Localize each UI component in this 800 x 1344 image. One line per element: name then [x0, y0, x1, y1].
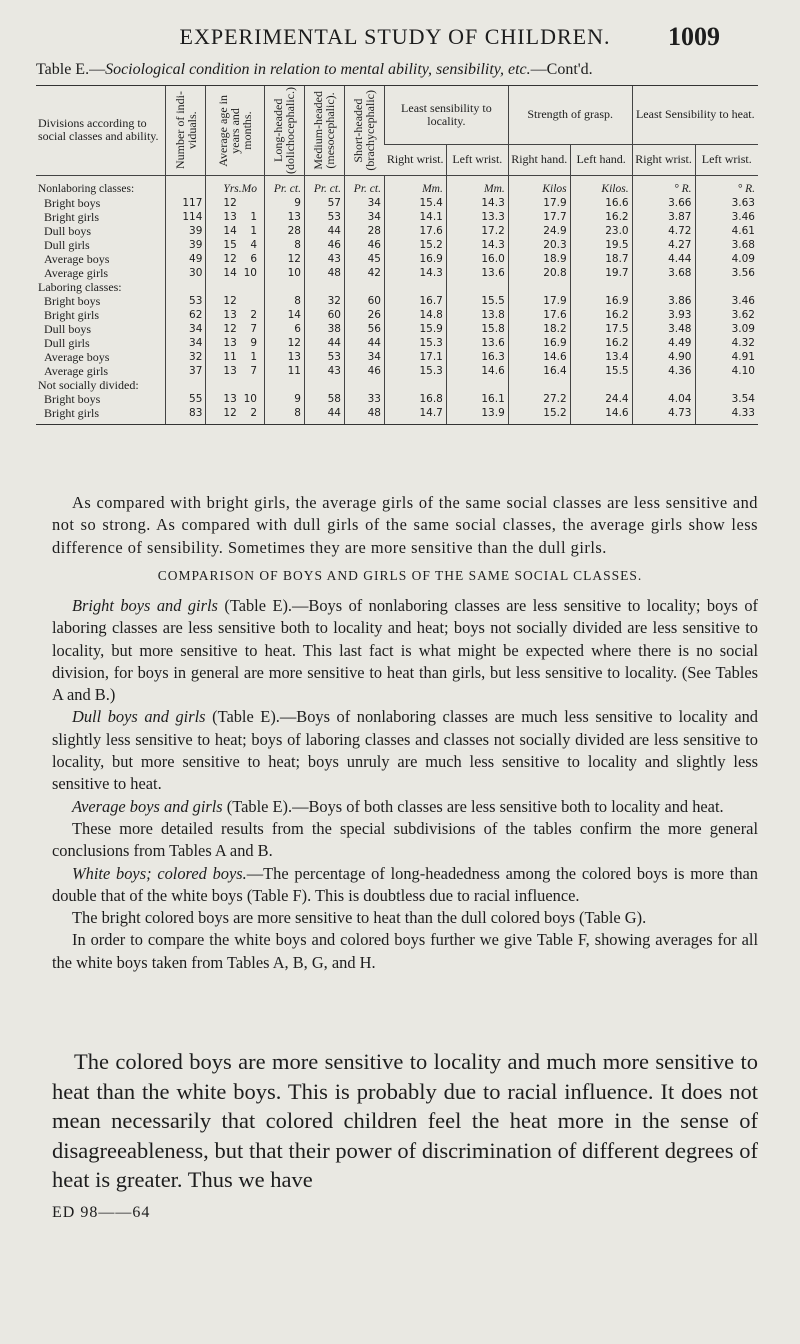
cell-months: 10 [243, 392, 257, 405]
table-caption [36, 61, 593, 79]
cell-hr: 3.86 [632, 294, 695, 308]
row-label: Dull boys [44, 321, 92, 336]
cell-months: 4 [250, 238, 257, 251]
unit-months: Mo [241, 182, 257, 195]
cell-short: 46 [344, 364, 384, 378]
cell-long: 12 [265, 336, 305, 350]
cell-age [206, 210, 265, 224]
unit-heat-left: ° R. [695, 175, 758, 196]
cell-gr: 15.2 [508, 406, 570, 425]
cell-long: 8 [265, 238, 305, 252]
cell-short: 48 [344, 406, 384, 425]
cell-years: 12 [223, 252, 237, 265]
cell-n: 34 [166, 336, 206, 350]
cell-n: 62 [166, 308, 206, 322]
cell-med: 38 [304, 322, 344, 336]
cell-months: 1 [250, 350, 257, 363]
cell-hl: 3.62 [695, 308, 758, 322]
cell-months: 9 [250, 336, 257, 349]
cell-hl: 3.46 [695, 294, 758, 308]
table-row [36, 350, 758, 364]
cell-hr: 4.44 [632, 252, 695, 266]
cell-long: 6 [265, 322, 305, 336]
unit-long: Pr. ct. [265, 175, 305, 196]
header-divisions: Divisions according to social classes and ability. [36, 86, 166, 176]
cell-gl: 24.4 [570, 392, 632, 406]
cell-gr: 24.9 [508, 224, 570, 238]
cell-long: 11 [265, 364, 305, 378]
cell-age [206, 238, 265, 252]
cell-short: 28 [344, 224, 384, 238]
cell-ll: 13.3 [446, 210, 508, 224]
cell-lr: 15.3 [384, 336, 446, 350]
header-heat: Least Sensibility to heat. [632, 86, 758, 145]
cell-months: 2 [250, 308, 257, 321]
group-row [36, 280, 758, 294]
cell-hr: 4.36 [632, 364, 695, 378]
cell-hl: 4.33 [695, 406, 758, 425]
header-locality-right: Right wrist. [384, 144, 446, 175]
cell-gl: 19.7 [570, 266, 632, 280]
section-heading: COMPARISON OF BOYS AND GIRLS OF THE SAME SOCIAL CLASSES. [157, 568, 643, 583]
cell-hr: 3.48 [632, 322, 695, 336]
cell-long: 13 [265, 210, 305, 224]
cell-lr: 16.9 [384, 252, 446, 266]
cell-n: 32 [166, 350, 206, 364]
cell-hl: 3.63 [695, 196, 758, 210]
cell-years: 13 [223, 392, 237, 405]
paragraph-bright-colored: The bright colored boys are more sensitive to heat than the dull colored boys (Table G). [72, 908, 647, 928]
paragraph-1: As compared with bright girls, the average girls of the same social classes are less sensitive and not so strong. As compared with dull girls of the same social classes, the average girls show less difference of sensibility. Sometimes they are more sensitive than the dull girls. [52, 493, 758, 557]
cell-long: 13 [265, 350, 305, 364]
row-label: Average girls [44, 265, 109, 280]
cell-lr: 15.9 [384, 322, 446, 336]
cell-lr: 14.1 [384, 210, 446, 224]
cell-gr: 20.3 [508, 238, 570, 252]
cell-gl: 14.6 [570, 406, 632, 425]
unit-years: Yrs. [223, 182, 242, 195]
table-row [36, 392, 758, 406]
cell-hr: 4.27 [632, 238, 695, 252]
cell-years: 12 [223, 406, 237, 419]
cell-long: 8 [265, 406, 305, 425]
cell-lr: 14.8 [384, 308, 446, 322]
header-age: Average age in years and months. [206, 86, 265, 176]
cell-med: 48 [304, 266, 344, 280]
cell-lr: 15.2 [384, 238, 446, 252]
table-row [36, 308, 758, 322]
page-number: 1009 [668, 22, 720, 51]
cell-ll: 13.6 [446, 336, 508, 350]
cell-long: 28 [265, 224, 305, 238]
row-label: Dull boys [44, 223, 92, 238]
cell-n: 55 [166, 392, 206, 406]
cell-short: 33 [344, 392, 384, 406]
cell-months: 7 [250, 322, 257, 335]
cell-age [206, 322, 265, 336]
cell-years: 12 [223, 322, 237, 335]
cell-ll: 14.6 [446, 364, 508, 378]
cell-gr: 18.9 [508, 252, 570, 266]
cell-hr: 4.90 [632, 350, 695, 364]
cell-hl: 3.56 [695, 266, 758, 280]
cell-short: 42 [344, 266, 384, 280]
cell-n: 49 [166, 252, 206, 266]
cell-med: 53 [304, 350, 344, 364]
cell-lr: 16.7 [384, 294, 446, 308]
unit-short: Pr. ct. [344, 175, 384, 196]
paragraph-confirm: These more detailed results from the special subdivisions of the tables confirm the more general conclusions from Tables A and B. [52, 818, 758, 861]
table-row [36, 238, 758, 252]
cell-hr: 3.66 [632, 196, 695, 210]
cell-age [206, 252, 265, 266]
cell-n: 117 [166, 196, 206, 210]
cell-med: 44 [304, 224, 344, 238]
cell-med: 43 [304, 252, 344, 266]
cell-hr: 3.93 [632, 308, 695, 322]
table-row [36, 336, 758, 350]
cell-months: 7 [250, 364, 257, 377]
cell-n: 37 [166, 364, 206, 378]
row-label: Bright girls [44, 209, 100, 224]
cell-hl: 3.46 [695, 210, 758, 224]
cell-age [206, 224, 265, 238]
cell-lr: 16.8 [384, 392, 446, 406]
table-row [36, 406, 758, 425]
cell-gl: 16.6 [570, 196, 632, 210]
cell-age [206, 406, 265, 425]
header-heat-right: Right wrist. [632, 144, 695, 175]
table-body [36, 175, 758, 424]
cell-gr: 14.6 [508, 350, 570, 364]
paragraph-bright: Bright boys and girls (Table E).—Boys of nonlaboring classes are less sensitive to locality; boys of laboring classes are less sensitive both to locality and heat; boys not socially divided are less sensitive to locality, but more sensitive to heat. This last fact is what might be expected where there is no social division, for boys in general are more sensitive to heat than girls, but less sensitive to locality. (See Tables A and B.) [52, 596, 759, 705]
cell-years: 12 [223, 294, 237, 307]
cell-ll: 17.2 [446, 224, 508, 238]
header-locality: Least sensibility to locality. [384, 86, 508, 145]
unit-heat-right: ° R. [632, 175, 695, 196]
cell-gr: 17.6 [508, 308, 570, 322]
cell-med: 44 [304, 336, 344, 350]
cell-gl: 16.2 [570, 210, 632, 224]
row-label: Average boys [44, 251, 110, 266]
cell-n: 83 [166, 406, 206, 425]
cell-ll: 16.1 [446, 392, 508, 406]
cell-gl: 15.5 [570, 364, 632, 378]
cell-ll: 15.8 [446, 322, 508, 336]
cell-gr: 16.4 [508, 364, 570, 378]
body-text [52, 595, 758, 974]
group-row [36, 378, 758, 392]
row-label: Dull girls [44, 237, 90, 252]
table-row [36, 196, 758, 210]
caption-title: Sociological condition in relation to mental ability, sensibility, etc. [105, 61, 531, 78]
cell-lr: 14.7 [384, 406, 446, 425]
cell-years: 14 [223, 266, 237, 279]
header-short-headed: Short-headed (brachycephalic) [344, 86, 384, 176]
cell-gr: 17.9 [508, 196, 570, 210]
cell-years: 13 [223, 210, 237, 223]
row-label: Bright boys [44, 391, 101, 406]
running-header [70, 24, 720, 54]
unit-loc-right: Mm. [384, 175, 446, 196]
table-row [36, 266, 758, 280]
data-table [36, 85, 758, 425]
table-row [36, 322, 758, 336]
header-number: Number of indi- viduals. [166, 86, 206, 176]
cell-years: 11 [223, 350, 237, 363]
cell-med: 60 [304, 308, 344, 322]
cell-hr: 4.73 [632, 406, 695, 425]
paragraph-average: Average boys and girls (Table E).—Boys of both classes are less sensitive both to locality and heat. [72, 796, 724, 816]
caption-suffix: —Cont'd. [530, 61, 593, 78]
cell-short: 44 [344, 336, 384, 350]
cell-years: 12 [223, 196, 237, 209]
running-title: EXPERIMENTAL STUDY OF CHILDREN. [179, 24, 611, 49]
cell-months: 2 [250, 406, 257, 419]
cell-short: 26 [344, 308, 384, 322]
table-row [36, 224, 758, 238]
table-row [36, 252, 758, 266]
cell-short: 34 [344, 210, 384, 224]
cell-hl: 4.61 [695, 224, 758, 238]
header-grasp: Strength of grasp. [508, 86, 632, 145]
cell-short: 34 [344, 350, 384, 364]
cell-long: 10 [265, 266, 305, 280]
cell-age [206, 392, 265, 406]
cell-hr: 4.04 [632, 392, 695, 406]
cell-years: 13 [223, 308, 237, 321]
row-label: Bright boys [44, 195, 101, 210]
cell-n: 30 [166, 266, 206, 280]
cell-age [206, 196, 265, 210]
cell-lr: 17.1 [384, 350, 446, 364]
signature-line: ED 98——64 [52, 1204, 151, 1221]
cell-hl: 3.09 [695, 322, 758, 336]
cell-hr: 4.49 [632, 336, 695, 350]
header-medium-headed: Medium-headed (mesocephalic). [304, 86, 344, 176]
cell-med: 32 [304, 294, 344, 308]
cell-gl: 16.2 [570, 336, 632, 350]
cell-age [206, 350, 265, 364]
cell-med: 44 [304, 406, 344, 425]
cell-ll: 16.3 [446, 350, 508, 364]
cell-ll: 13.8 [446, 308, 508, 322]
cell-months: 1 [250, 210, 257, 223]
unit-grasp-left: Kilos. [570, 175, 632, 196]
row-label: Bright girls [44, 307, 100, 322]
units-row [36, 175, 758, 196]
cell-long: 9 [265, 196, 305, 210]
paragraph-compare: In order to compare the white boys and colored boys further we give Table F, showing averages for all the white boys taken from Tables A, B, G, and H. [52, 930, 758, 972]
cell-ll: 16.0 [446, 252, 508, 266]
large-text-block: The colored boys are more sensitive to locality and much more sensitive to heat than the white boys. This is probably due to racial influence. It does not mean necessarily that colored children feel the heat more in the sense of disagreeableness, but that their power of discrimination of different degrees of heat is greater. Thus we have [52, 1049, 758, 1192]
cell-n: 34 [166, 322, 206, 336]
cell-hr: 3.87 [632, 210, 695, 224]
caption-label: Table E.— [36, 61, 106, 78]
cell-months: 1 [250, 224, 257, 237]
table-row [36, 294, 758, 308]
cell-gr: 16.9 [508, 336, 570, 350]
cell-months: 6 [250, 252, 257, 265]
cell-years: 13 [223, 336, 237, 349]
cell-med: 58 [304, 392, 344, 406]
cell-long: 9 [265, 392, 305, 406]
cell-hl: 4.32 [695, 336, 758, 350]
cell-ll: 13.9 [446, 406, 508, 425]
header-long-headed: Long-headed (dolichocephalic.) [265, 86, 305, 176]
cell-gr: 18.2 [508, 322, 570, 336]
header-heat-left: Left wrist. [695, 144, 758, 175]
cell-short: 45 [344, 252, 384, 266]
cell-gl: 16.9 [570, 294, 632, 308]
unit-loc-left: Mm. [446, 175, 508, 196]
unit-medium: Pr. ct. [304, 175, 344, 196]
cell-long: 8 [265, 294, 305, 308]
cell-n: 39 [166, 224, 206, 238]
row-label: Bright girls [36, 406, 166, 425]
cell-gl: 19.5 [570, 238, 632, 252]
cell-ll: 14.3 [446, 196, 508, 210]
paragraph-dull: Dull boys and girls (Table E).—Boys of nonlaboring classes are much less sensitive to locality and slightly less sensitive to heat; boys of laboring classes and classes not socially divided are less sensitive to locality, but more sensitive to heat; boys unruly are much less sensitive to locality and slightly less sensitive to heat. [52, 707, 758, 794]
cell-med: 43 [304, 364, 344, 378]
cell-gl: 16.2 [570, 308, 632, 322]
cell-ll: 13.6 [446, 266, 508, 280]
unit-grasp-right: Kilos [508, 175, 570, 196]
cell-age [206, 364, 265, 378]
cell-short: 46 [344, 238, 384, 252]
row-label: Average boys [44, 349, 110, 364]
header-locality-left: Left wrist. [446, 144, 508, 175]
cell-med: 57 [304, 196, 344, 210]
group-label: Laboring classes: [38, 279, 122, 294]
cell-gr: 27.2 [508, 392, 570, 406]
cell-hr: 3.68 [632, 266, 695, 280]
table-row [36, 210, 758, 224]
cell-n: 114 [166, 210, 206, 224]
table-row [36, 364, 758, 378]
cell-n: 53 [166, 294, 206, 308]
cell-age [206, 336, 265, 350]
row-label: Bright boys [44, 293, 101, 308]
header-grasp-left: Left hand. [570, 144, 632, 175]
cell-lr: 15.4 [384, 196, 446, 210]
cell-short: 34 [344, 196, 384, 210]
cell-med: 53 [304, 210, 344, 224]
cell-hl: 4.09 [695, 252, 758, 266]
cell-med: 46 [304, 238, 344, 252]
header-grasp-right: Right hand. [508, 144, 570, 175]
cell-years: 13 [223, 364, 237, 377]
group-label-nonlaboring: Nonlaboring classes: [38, 182, 135, 195]
row-label: Dull girls [44, 335, 90, 350]
cell-n: 39 [166, 238, 206, 252]
cell-long: 12 [265, 252, 305, 266]
cell-months: 10 [243, 266, 257, 279]
cell-age [206, 294, 265, 308]
cell-ll: 14.3 [446, 238, 508, 252]
cell-long: 14 [265, 308, 305, 322]
cell-hl: 3.68 [695, 238, 758, 252]
cell-gr: 17.7 [508, 210, 570, 224]
cell-lr: 15.3 [384, 364, 446, 378]
cell-gl: 13.4 [570, 350, 632, 364]
group-label: Not socially divided: [38, 377, 139, 392]
paragraph-white-colored: White boys; colored boys.—The percentage of long-headedness among the colored boys is more than double that of the white boys (Table F). This is doubtless due to racial influence. [52, 863, 758, 905]
cell-years: 14 [223, 224, 237, 237]
cell-gr: 17.9 [508, 294, 570, 308]
cell-age [206, 266, 265, 280]
cell-hl: 3.54 [695, 392, 758, 406]
cell-gl: 18.7 [570, 252, 632, 266]
cell-ll: 15.5 [446, 294, 508, 308]
cell-age [206, 308, 265, 322]
cell-gl: 17.5 [570, 322, 632, 336]
cell-hr: 4.72 [632, 224, 695, 238]
cell-lr: 17.6 [384, 224, 446, 238]
cell-short: 60 [344, 294, 384, 308]
cell-hl: 4.91 [695, 350, 758, 364]
row-label: Average girls [44, 363, 109, 378]
cell-hl: 4.10 [695, 364, 758, 378]
cell-gl: 23.0 [570, 224, 632, 238]
cell-lr: 14.3 [384, 266, 446, 280]
cell-short: 56 [344, 322, 384, 336]
cell-years: 15 [223, 238, 237, 251]
cell-gr: 20.8 [508, 266, 570, 280]
